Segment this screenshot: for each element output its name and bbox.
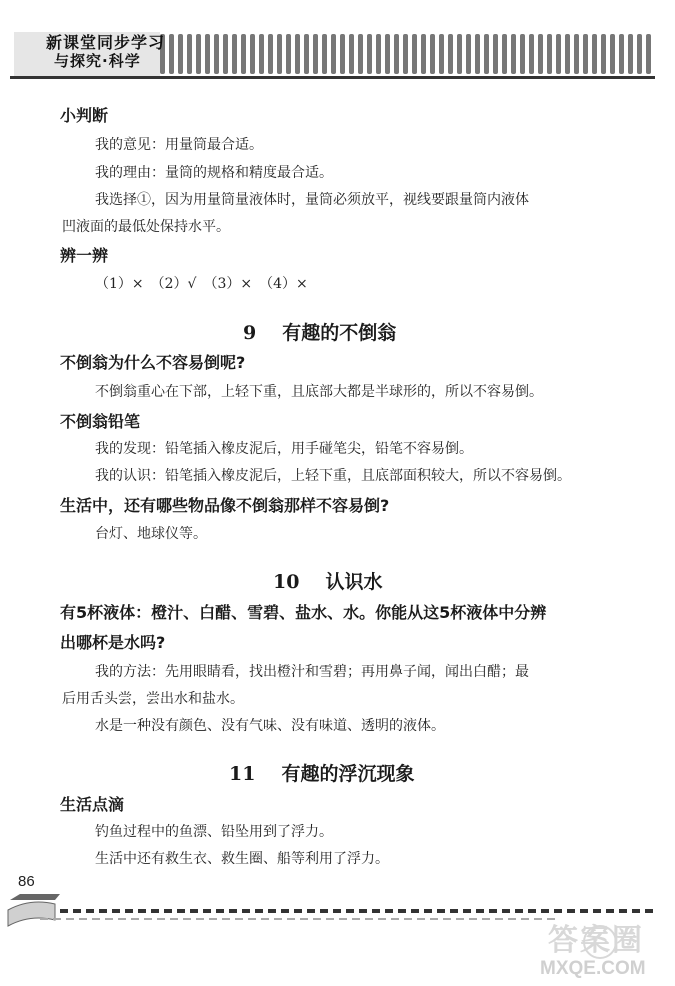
question-heading: 不倒翁为什么不容易倒呢? [60,353,246,372]
answer-line: 凹液面的最低处保持水平。 [62,219,230,235]
footer-dash [138,909,146,913]
footer-dash [541,909,549,913]
footer-dash [151,909,159,913]
header-stripe [178,34,183,74]
header-stripe [646,34,651,74]
header-stripe [547,34,552,74]
header-stripe [574,34,579,74]
footer-dash-light [40,918,48,920]
header-stripe [331,34,336,74]
footer-dash-light [521,918,529,920]
header-stripe [223,34,228,74]
footer-dash [281,909,289,913]
footer-dash-light [482,918,490,920]
answer-line: 我的意见：用量筒最合适。 [95,137,263,153]
footer-dash [294,909,302,913]
footer-dash-light [534,918,542,920]
header-stripe [484,34,489,74]
footer-dash [320,909,328,913]
header-stripe [295,34,300,74]
section-name: 有趣的不倒翁 [282,322,397,344]
footer-dash-light [443,918,451,920]
footer-dash-light [326,918,334,920]
footer-dash-light [235,918,243,920]
header-stripe [367,34,372,74]
footer-dash-light [92,918,100,920]
footer-dash [125,909,133,913]
footer-dash-light [274,918,282,920]
section-number: 9 [243,322,257,344]
header-stripe [268,34,273,74]
header-stripe [637,34,642,74]
footer-dash [567,909,575,913]
header-stripe [628,34,633,74]
footer-dash-light [365,918,373,920]
answer-line: （1）× （2）√ （3）× （4）× [95,276,308,292]
heading-shenghuodiandi: 生活点滴 [60,795,125,814]
footer-dash [307,909,315,913]
header-stripe [439,34,444,74]
footer-dash-light [352,918,360,920]
header-stripe [610,34,615,74]
footer-dash [177,909,185,913]
footer-dash-light [53,918,61,920]
footer-dash-light [430,918,438,920]
footer-dash-light [157,918,165,920]
footer-dash-light [144,918,152,920]
footer-dash-light [456,918,464,920]
header-stripe [520,34,525,74]
footer-dash [229,909,237,913]
footer-dash [268,909,276,913]
header-stripe [385,34,390,74]
question-heading: 不倒翁铅笔 [60,412,141,431]
footer-dash-light [118,918,126,920]
header-stripe [511,34,516,74]
header-stripe [583,34,588,74]
footer-dash-light [66,918,74,920]
answer-line: 我的方法：先用眼睛看，找出橙汁和雪碧；再用鼻子闻，闻出白醋；最 [95,664,529,680]
footer-dash-light [131,918,139,920]
header-stripe [187,34,192,74]
book-title-line1: 新课堂同步学习 [46,33,166,52]
footer-dash [502,909,510,913]
header-stripe [619,34,624,74]
header-stripe [412,34,417,74]
header-stripe [538,34,543,74]
footer-dash [619,909,627,913]
footer-dash [203,909,211,913]
header-stripe [304,34,309,74]
header-stripe [214,34,219,74]
footer-dash-light [300,918,308,920]
header-stripe [169,34,174,74]
header-stripe [556,34,561,74]
header-stripe [277,34,282,74]
answer-line: 台灯、地球仪等。 [95,526,207,542]
footer-dash-light [222,918,230,920]
footer-dash [372,909,380,913]
footer-dash [359,909,367,913]
footer-dash [385,909,393,913]
footer-dash [645,909,653,913]
header-stripe [394,34,399,74]
footer-dash [346,909,354,913]
header-stripe [493,34,498,74]
header-stripe [349,34,354,74]
section-title-10 [273,567,382,594]
footer-dash-light [339,918,347,920]
answer-line: 水是一种没有颜色、没有气味、没有味道、透明的液体。 [95,718,445,734]
header-stripe [403,34,408,74]
footer-dash [476,909,484,913]
footer-dash [255,909,263,913]
header-stripe [529,34,534,74]
footer-dash [411,909,419,913]
section-name: 认识水 [325,571,383,593]
header-stripe [259,34,264,74]
footer-dash [580,909,588,913]
answer-line: 我的理由：量筒的规格和精度最合适。 [95,165,333,181]
header-stripe [313,34,318,74]
header-stripe [565,34,570,74]
footer-dash-light [183,918,191,920]
footer-dash [216,909,224,913]
header-stripe [466,34,471,74]
footer-dash-light [378,918,386,920]
footer-dash-light [495,918,503,920]
header-stripe [286,34,291,74]
footer-dash [190,909,198,913]
footer-dash [60,909,68,913]
footer-dash-light [469,918,477,920]
footer-dash [515,909,523,913]
footer-dash [606,909,614,913]
question-heading: 出哪杯是水吗? [60,633,166,652]
section-number: 11 [229,763,256,785]
section-number: 10 [273,571,300,593]
footer-dash [333,909,341,913]
footer-dash-light [508,918,516,920]
footer-dash [398,909,406,913]
header-stripe [448,34,453,74]
footer-dash-light [287,918,295,920]
heading-xiaopanduan: 小判断 [60,106,109,125]
header-stripe [421,34,426,74]
footer-dash [242,909,250,913]
footer-dash-light [391,918,399,920]
header-stripe [475,34,480,74]
watermark-logo: 答案圈 [548,923,644,958]
answer-line: 我的发现：铅笔插入橡皮泥后，用手碰笔尖，铅笔不容易倒。 [95,441,473,457]
footer-dash [86,909,94,913]
header-stripe [322,34,327,74]
header-stripe [340,34,345,74]
footer-dash-light [248,918,256,920]
footer-dash [528,909,536,913]
answer-line: 我选择①，因为用量筒量液体时，量筒必须放平，视线要跟量筒内液体 [95,192,529,208]
heading-bianyibian: 辨一辨 [60,246,109,265]
footer-dash [632,909,640,913]
section-title-9 [243,318,396,345]
footer-dash [99,909,107,913]
header-stripe [232,34,237,74]
section-name: 有趣的浮沉现象 [281,763,415,785]
section-title-11 [229,759,414,786]
page-header [0,0,675,80]
header-stripe [376,34,381,74]
header-stripe [358,34,363,74]
footer-dash [73,909,81,913]
header-stripe [601,34,606,74]
header-stripe [196,34,201,74]
header-stripe [430,34,435,74]
footer-dash-light [209,918,217,920]
footer-dash [424,909,432,913]
footer-dash [593,909,601,913]
answer-line: 不倒翁重心在下部，上轻下重，且底部大都是半球形的，所以不容易倒。 [95,384,543,400]
page-number: 86 [18,873,35,890]
footer-dash [437,909,445,913]
answer-line: 钓鱼过程中的鱼漂、铅坠用到了浮力。 [95,824,333,840]
question-heading: 有5杯液体：橙汁、白醋、雪碧、盐水、水。你能从这5杯液体中分辨 [60,603,547,622]
header-stripe [457,34,462,74]
footer-dash [450,909,458,913]
answer-line: 后用舌头尝，尝出水和盐水。 [62,691,244,707]
header-stripe [502,34,507,74]
footer-dash-light [196,918,204,920]
footer-dash-light [417,918,425,920]
book-title-line2: 与探究·科学 [54,52,141,70]
footer-dash-light [313,918,321,920]
header-stripe [592,34,597,74]
header-stripe [241,34,246,74]
footer-dash [489,909,497,913]
header-stripe [205,34,210,74]
question-heading: 生活中，还有哪些物品像不倒翁那样不容易倒? [60,496,390,515]
footer-dash-light [404,918,412,920]
answer-line: 我的认识：铅笔插入橡皮泥后，上轻下重，且底部面积较大，所以不容易倒。 [95,468,571,484]
watermark-url: MXQE.COM [540,958,646,979]
footer-dash-light [170,918,178,920]
footer-dash [164,909,172,913]
header-stripe [250,34,255,74]
footer-dash [554,909,562,913]
footer-dash-light [79,918,87,920]
footer-dash-light [261,918,269,920]
answer-line: 生活中还有救生衣、救生圈、船等利用了浮力。 [95,851,389,867]
footer-dash-light [105,918,113,920]
footer-dash [463,909,471,913]
footer-dash [112,909,120,913]
